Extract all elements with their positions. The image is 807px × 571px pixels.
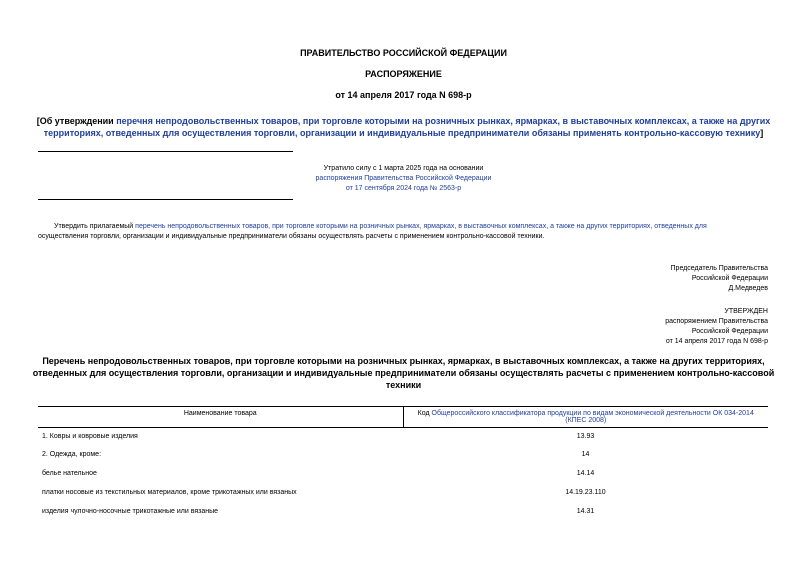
approved-date: от 14 апреля 2017 года N 698-р	[665, 338, 768, 345]
doc-title	[0, 115, 807, 139]
table-row	[38, 428, 768, 447]
row-code: 14.14	[576, 469, 595, 477]
row-name: 1. Ковры и ковровые изделия	[42, 433, 138, 440]
approved-title: УТВЕРЖДЕН	[724, 308, 768, 315]
row-name: 2. Одежда, кроме:	[42, 450, 102, 458]
body-paragraph	[38, 222, 768, 242]
row-code: 14	[581, 450, 590, 458]
body-lead: Утвердить прилагаемый	[54, 223, 136, 230]
goods-table	[38, 406, 768, 523]
col-header-code	[403, 407, 768, 428]
approved-block	[665, 307, 768, 347]
col-header-code-link-2[interactable]: (КПЕС 2008)	[565, 417, 607, 424]
title-suffix: ]	[760, 128, 764, 138]
divider-top	[38, 151, 293, 152]
row-name: платки носовые из текстильных материалов, кроме трикотажных или вязаных	[42, 488, 297, 496]
status-block	[0, 164, 807, 194]
row-name: изделия чулочно-носочные трикотажные или вязаные	[42, 507, 219, 515]
org-name: ПРАВИТЕЛЬСТВО РОССИЙСКОЙ ФЕДЕРАЦИИ	[300, 48, 507, 58]
row-code: 14.19.23.110	[565, 488, 606, 496]
approved-org: Российской Федерации	[691, 328, 768, 335]
signature-block	[671, 264, 768, 294]
body-line2: осуществления торговли, организации и индивидуальные предприниматели обязаны осуществлять расчеты с применением контрольно-кассовой техники.	[38, 233, 545, 240]
table-row	[38, 447, 768, 466]
doc-date: от 14 апреля 2017 года N 698-р	[335, 90, 472, 100]
table-row	[38, 504, 768, 523]
col-header-code-prefix: Код	[417, 410, 432, 417]
status-link-2[interactable]: от 17 сентября 2024 года № 2563-р	[345, 185, 462, 192]
row-code: 14.31	[576, 507, 595, 515]
status-text: Утратило силу с 1 марта 2025 года на основании	[323, 165, 484, 172]
signature-org: Российской Федерации	[691, 275, 768, 282]
table-row	[38, 485, 768, 504]
col-header-name: Наименование товара	[38, 407, 403, 428]
signature-position: Председатель Правительства	[670, 265, 768, 272]
divider-bottom	[38, 199, 293, 200]
table-header-row	[38, 407, 768, 428]
approved-by: распоряжением Правительства	[665, 318, 768, 325]
table-row	[38, 466, 768, 485]
list-title	[0, 355, 807, 391]
row-name: белье нательное	[42, 469, 97, 477]
list-title-line3: техники	[385, 380, 422, 390]
title-prefix: [Об утверждении	[36, 116, 117, 126]
list-title-line1: Перечень непродовольственных товаров, при торговле которыми на розничных рынках, ярмарках, в выставочных комплексах, а также на других территориях,	[42, 356, 765, 366]
doc-type: РАСПОРЯЖЕНИЕ	[365, 69, 442, 79]
body-link[interactable]: перечень непродовольственных товаров, при торговле которыми на розничных рынках, ярмарках, в выставочных комплексах, а также на других территориях, отведенных для	[135, 223, 707, 230]
signature-name: Д.Медведев	[728, 285, 768, 292]
title-link[interactable]: перечня непродовольственных товаров, при торговле которыми на розничных рынках, ярмарках, в выставочных комплексах, а также на других	[116, 116, 771, 126]
row-code: 13.93	[576, 433, 595, 440]
status-link-1[interactable]: распоряжения Правительства Российской Федерации	[315, 175, 492, 182]
list-title-line2: отведенных для осуществления торговли, организации и индивидуальные предприниматели обязаны осуществлять расчеты с применением контрольно-кассовой	[32, 368, 775, 378]
col-header-code-link[interactable]: Общероссийского классификатора продукции по видам экономической деятельности ОК 034-2014	[431, 410, 754, 417]
title-link-cont[interactable]: территориях, отведенных для осуществления торговли, организации и индивидуальные предприниматели обязаны применять контрольно-кассовую технику	[43, 128, 761, 138]
